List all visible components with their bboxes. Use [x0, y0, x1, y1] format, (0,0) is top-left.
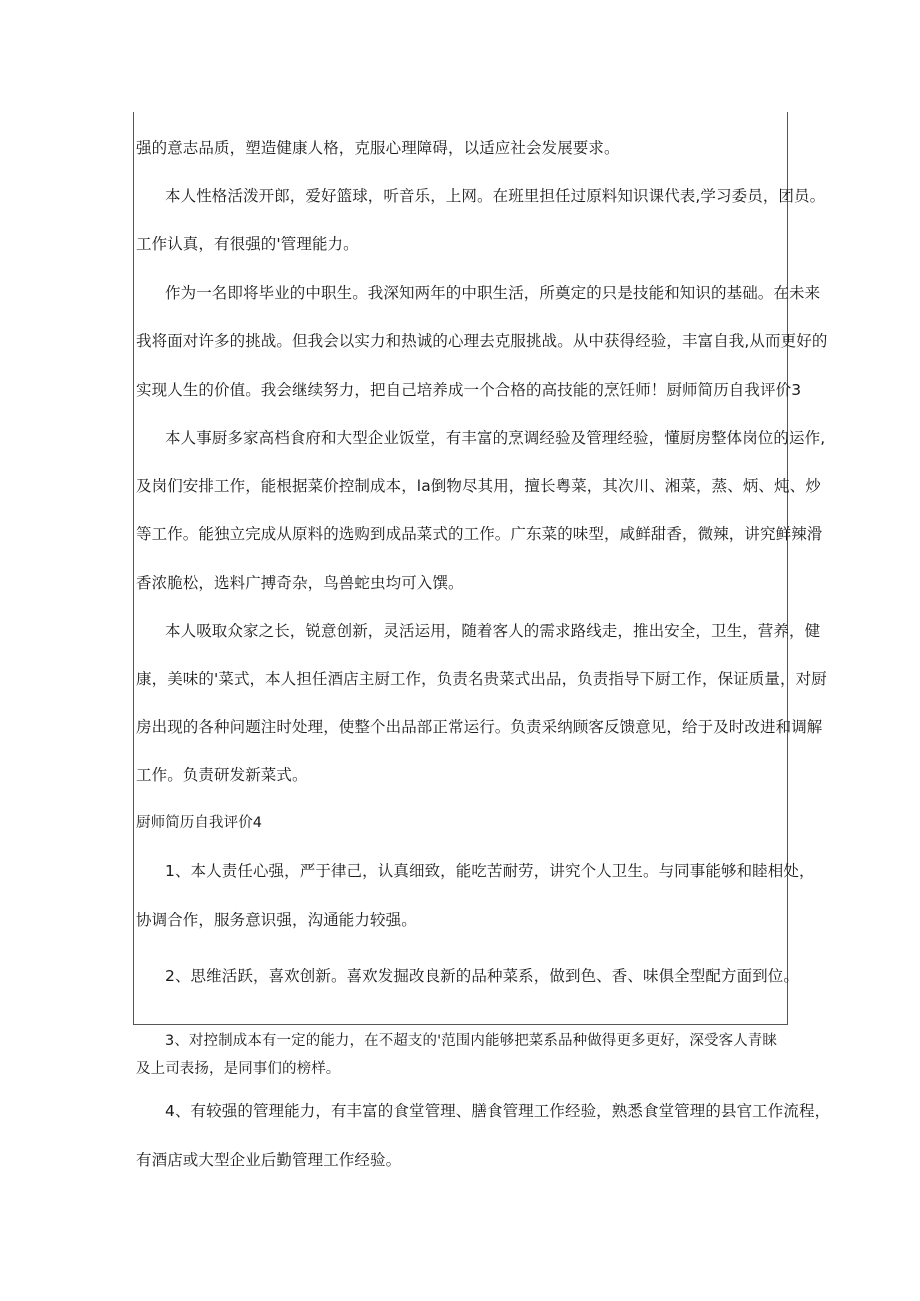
- text-line-12: 康，美味的'菜式，本人担任酒店主厨工作，负责名贵菜式出品，负责指导下厨工作，保证质量，对厨: [136, 670, 827, 688]
- text-line-19: 及上司表扬，是同事们的榜样。: [136, 1061, 341, 1077]
- text-line-2: 本人性格活泼开郎，爱好篮球，听音乐，上网。在班里担任过原料知识课代表,学习委员，团员。: [165, 187, 826, 205]
- section-heading: 厨师简历自我评价4: [136, 815, 263, 831]
- text-line-14: 工作。负责研发新菜式。: [136, 766, 308, 784]
- text-line-4: 作为一名即将毕业的中职生。我深知两年的中职生活，所奠定的只是技能和知识的基础。在未来: [165, 284, 821, 302]
- text-line-20: 4、有较强的管理能力，有丰富的食堂管理、膳食管理工作经验，熟悉食堂管理的县官工作流程，: [165, 1102, 831, 1120]
- text-line-15: 1、本人责任心强，严于律己，认真细致，能吃苦耐劳，讲究个人卫生。与同事能够和睦相处，: [165, 862, 815, 880]
- text-line-9: 等工作。能独立完成从原料的选购到成品菜式的工作。广东菜的味型，咸鲜甜香，微辣，讲究鲜辣滑: [136, 525, 823, 543]
- text-line-6: 实现人生的价值。我会继续努力，把自己培养成一个合格的高技能的烹饪师！厨师简历自我评价3: [136, 381, 802, 399]
- text-line-16: 协调合作，服务意识强，沟通能力较强。: [136, 911, 417, 929]
- text-line-5: 我将面对许多的挑战。但我会以实力和热诚的心理去克服挑战。从中获得经验，丰富自我,从而更好的: [136, 332, 828, 350]
- text-line-13: 房出现的各种问题注时处理，使整个出品部正常运行。负责采纳顾客反馈意见，给于及时改进和调解: [136, 718, 823, 736]
- text-line-3: 工作认真，有很强的'管理能力。: [136, 235, 359, 253]
- text-line-10: 香浓脆松，选料广搏奇杂，鸟兽蛇虫均可入馔。: [136, 574, 464, 592]
- text-line-1: 强的意志品质，塑造健康人格，克服心理障碍，以适应社会发展要求。: [136, 139, 620, 157]
- text-line-18: 3、对控制成本有一定的能力，在不超支的'范围内能够把菜系品种做得更多更好，深受客人青睐: [165, 1033, 778, 1049]
- text-line-17: 2、思维活跃，喜欢创新。喜欢发掘改良新的品种菜系，做到色、香、味俱全型配方面到位。: [165, 967, 799, 985]
- text-line-21: 有酒店或大型企业后勤管理工作经验。: [136, 1151, 402, 1169]
- text-line-7: 本人事厨多家高档食府和大型企业饭堂，有丰富的烹调经验及管理经验，懂厨房整体岗位的运作,: [165, 429, 826, 447]
- text-line-8: 及岗们安排工作，能根据菜价控制成本，la倒物尽其用，擅长粤菜，其次川、湘菜，蒸、炳、炖、炒: [136, 477, 821, 495]
- text-line-11: 本人吸取众家之长，锐意创新，灵活运用，随着客人的需求路线走，推出安全，卫生，营养，健: [165, 622, 821, 640]
